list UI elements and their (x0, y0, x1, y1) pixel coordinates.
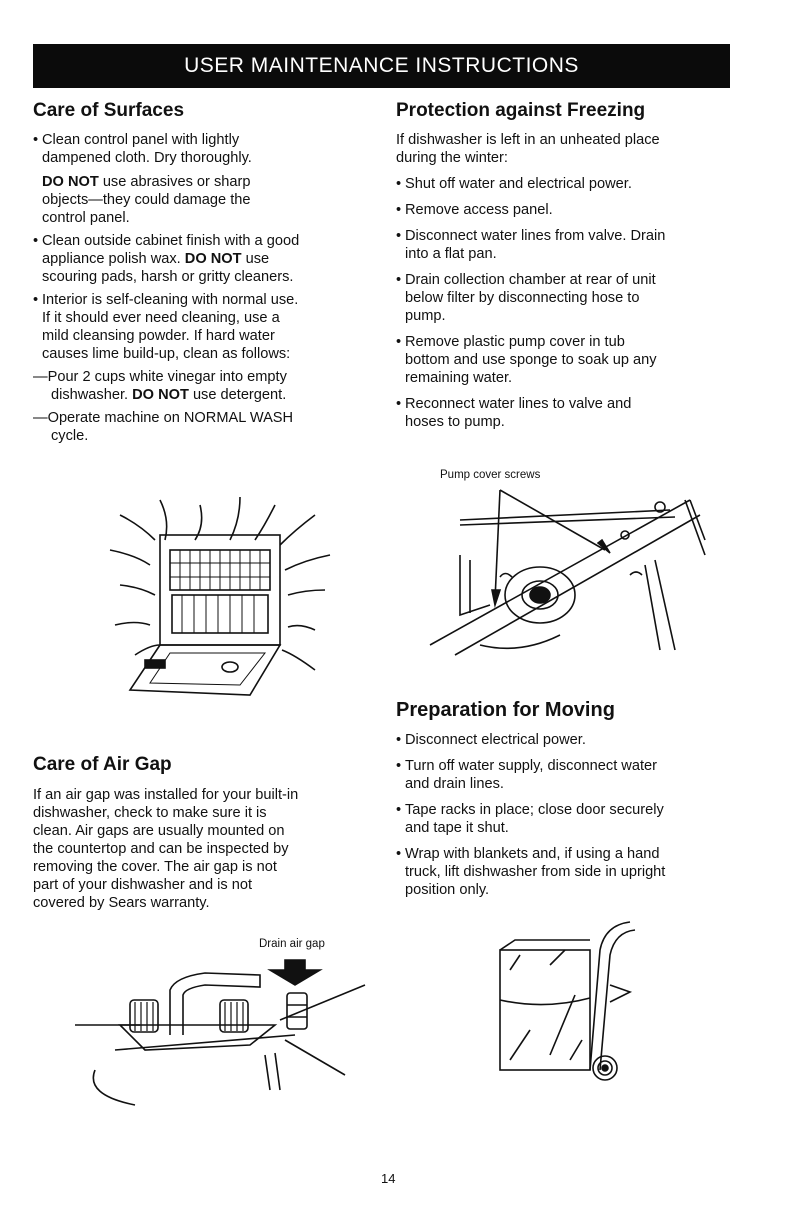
pump-cover-illustration (420, 485, 720, 665)
banner-title: USER MAINTENANCE INSTRUCTIONS (184, 54, 579, 77)
moving-bullet-4: • Wrap with blankets and, if using a hand truck, lift dishwasher from side in upright position only. (396, 846, 666, 898)
air-gap-paragraph: If an air gap was installed for your built-in dishwasher, check to make sure it is clean. Air gaps are usually mounted on the countertop and can be inspected by removing the cover. The air gap is not part of your dishwasher and is not covered by Sears warranty. (33, 787, 299, 911)
freezing-bullet-6: • Reconnect water lines to valve and hoses to pump. (396, 396, 632, 430)
preparation-moving-heading: Preparation for Moving (396, 699, 615, 721)
moving-bullet-1: • Disconnect electrical power. (396, 732, 586, 748)
preparation-moving-section (396, 699, 741, 899)
protection-freezing-section: Protection against Freezing If dishwasher is left in an unheated place during the winter: • Shut off water and electrical power. • Remove access panel. • Disconnect water lines from valve. Drain into a flat pan. • Drain collection chamber at rear of unit below filter by disconnecting hose to pump. • Remove plastic pump cover in tub bottom and use sponge to soak up any remaining water. • Reconnect water lines to valve and hoses to pump. (396, 100, 741, 431)
freezing-bullet-1: • Shut off water and electrical power. (396, 176, 632, 192)
page-banner (33, 44, 730, 88)
pump-cover-screws-caption: Pump cover screws (440, 469, 541, 481)
dishwasher-illustration (100, 495, 350, 705)
surfaces-step-2: —Operate machine on NORMAL WASH cycle. (33, 410, 294, 444)
surfaces-bullet-3: • Interior is self-cleaning with normal use. If it should ever need cleaning, use a mild cleansing powder. If hard water causes lime build-up, clean as follows: (33, 292, 299, 362)
freezing-bullet-4: • Drain collection chamber at rear of unit below filter by disconnecting hose to pump. (396, 272, 656, 324)
page-number: 14 (381, 1171, 396, 1186)
freezing-bullet-5: • Remove plastic pump cover in tub bottom and use sponge to soak up any remaining water. (396, 334, 657, 386)
freezing-intro: If dishwasher is left in an unheated place (396, 132, 660, 148)
freezing-bullet-2: • Remove access panel. (396, 202, 553, 218)
surfaces-step-1: —Pour 2 cups white vinegar into empty dishwasher. DO NOT use detergent. (33, 369, 287, 403)
care-of-surfaces-heading: Care of Surfaces (33, 100, 185, 121)
moving-bullet-3: • Tape racks in place; close door securely and tape it shut. (396, 802, 664, 836)
surfaces-bullet-2: • Clean outside cabinet finish with a good appliance polish wax. DO NOT use scouring pads, harsh or gritty cleaners. (33, 233, 300, 285)
surfaces-bullet-1: • Clean control panel with lightly dampened cloth. Dry thoroughly. DO NOT use abrasives or sharp objects—they could damage the control panel. (33, 132, 252, 226)
hand-truck-illustration (490, 910, 650, 1090)
care-of-air-gap-heading: Care of Air Gap (33, 754, 172, 775)
care-of-air-gap-section (33, 754, 378, 912)
freezing-bullet-3: • Disconnect water lines from valve. Drain into a flat pan. (396, 228, 666, 262)
drain-air-gap-caption: Drain air gap (259, 938, 325, 950)
care-of-surfaces-section (33, 100, 378, 445)
moving-bullet-2: • Turn off water supply, disconnect water and drain lines. (396, 758, 657, 792)
faucet-air-gap-illustration (75, 955, 375, 1115)
protection-freezing-heading: Protection against Freezing (396, 100, 646, 121)
